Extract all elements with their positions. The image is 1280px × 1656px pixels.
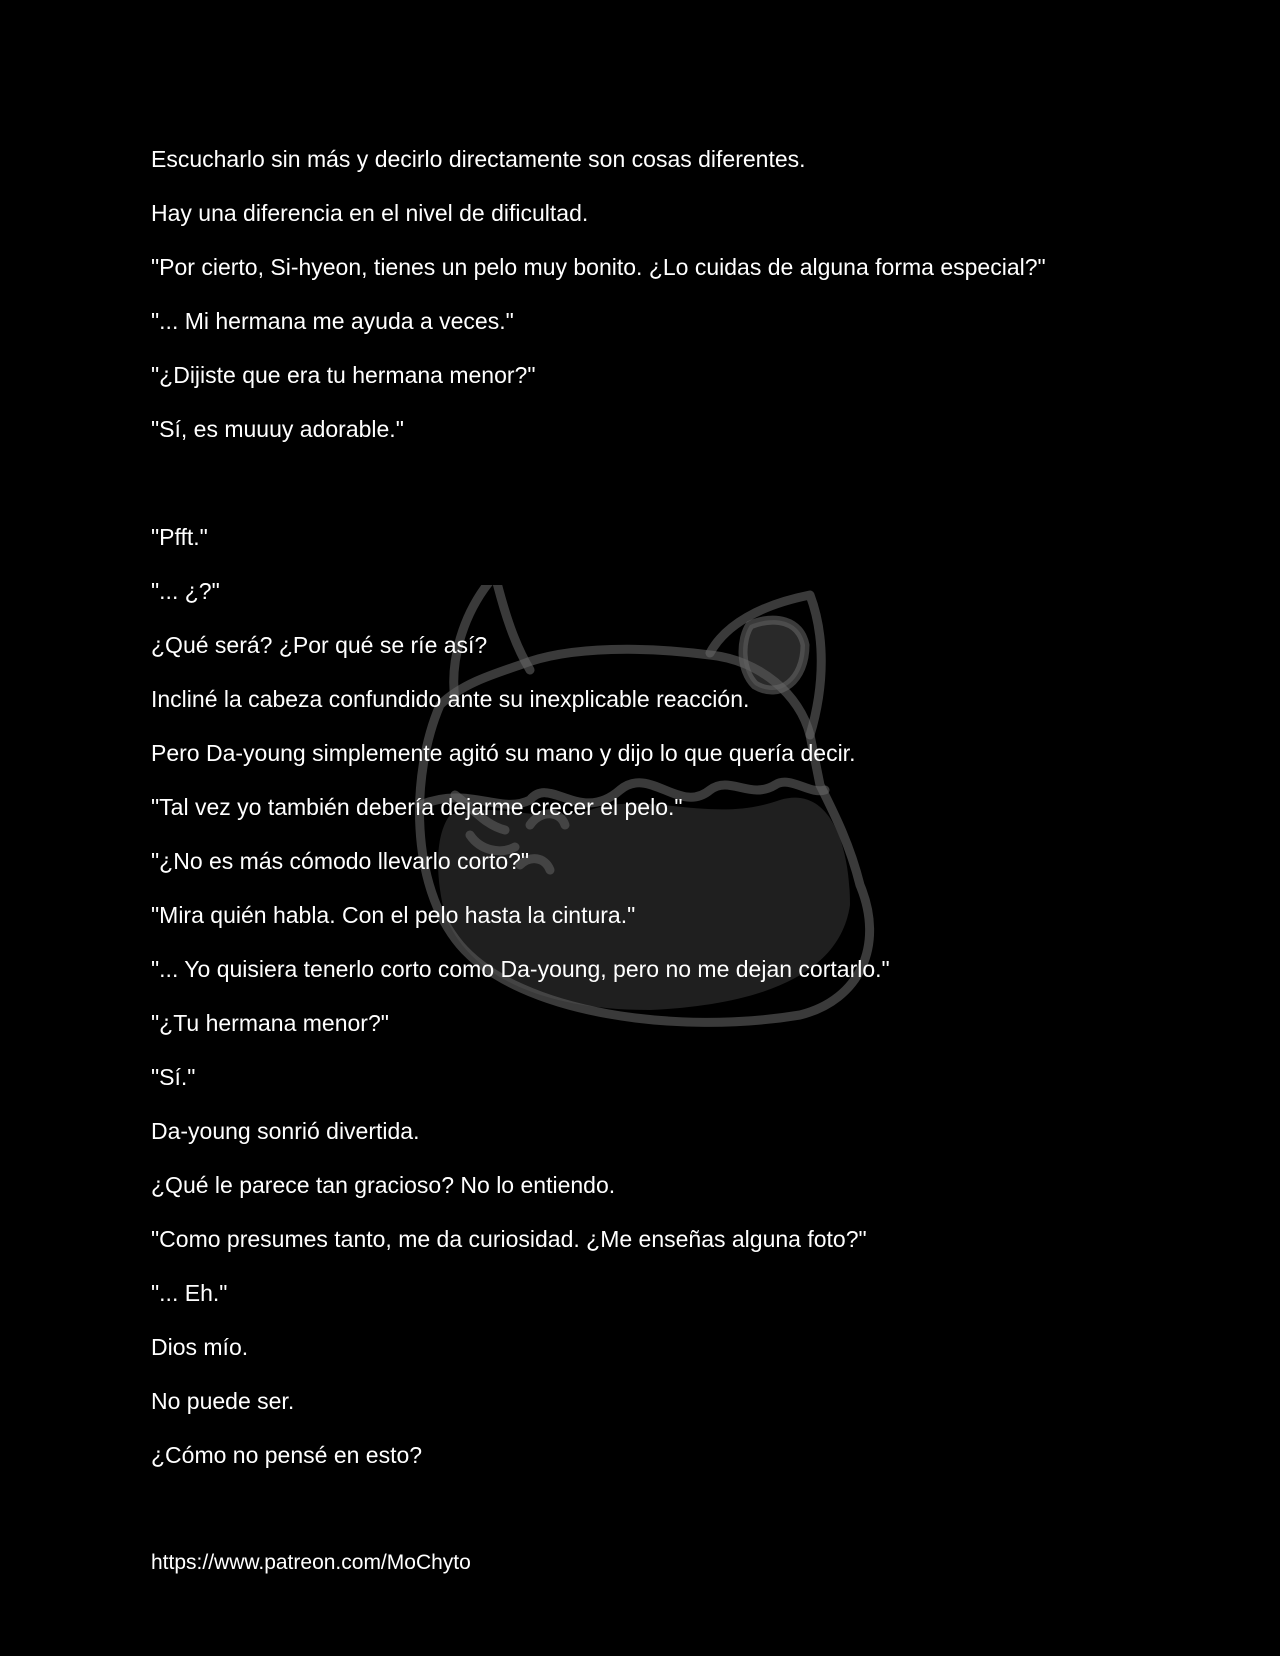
paragraph: "Pfft." — [151, 524, 208, 550]
paragraph: ¿Cómo no pensé en esto? — [151, 1442, 423, 1468]
paragraph: "Sí, es muuuy adorable." — [151, 416, 404, 442]
paragraph: "... Mi hermana me ayuda a veces." — [151, 308, 514, 334]
paragraph: "... Yo quisiera tenerlo corto como Da-young, pero no me dejan cortarlo." — [151, 956, 890, 982]
section-gap — [151, 470, 1211, 524]
paragraph: "Por cierto, Si-hyeon, tienes un pelo muy bonito. ¿Lo cuidas de alguna forma especial?" — [151, 254, 1046, 280]
paragraph: "Tal vez yo también debería dejarme crecer el pelo." — [151, 794, 683, 820]
paragraph: "Sí." — [151, 1064, 196, 1090]
paragraph: ¿Qué le parece tan gracioso? No lo entiendo. — [151, 1172, 616, 1198]
patreon-link[interactable]: https://www.patreon.com/MoChyto — [151, 1551, 471, 1574]
paragraph: Dios mío. — [151, 1334, 249, 1360]
paragraph: "... ¿?" — [151, 578, 220, 604]
paragraph: ¿Qué será? ¿Por qué se ríe así? — [151, 632, 488, 658]
story-text — [151, 146, 1211, 1496]
paragraph: "¿Tu hermana menor?" — [151, 1010, 389, 1036]
paragraph: Pero Da-young simplemente agitó su mano y dijo lo que quería decir. — [151, 740, 856, 766]
paragraph: Escucharlo sin más y decirlo directamente son cosas diferentes. — [151, 146, 806, 172]
paragraph: "Como presumes tanto, me da curiosidad. ¿Me enseñas alguna foto?" — [151, 1226, 867, 1252]
paragraph: Incliné la cabeza confundido ante su inexplicable reacción. — [151, 686, 750, 712]
paragraph: "¿No es más cómodo llevarlo corto?" — [151, 848, 530, 874]
paragraph: "¿Dijiste que era tu hermana menor?" — [151, 362, 536, 388]
paragraph: No puede ser. — [151, 1388, 295, 1414]
paragraph: Da-young sonrió divertida. — [151, 1118, 420, 1144]
paragraph: "Mira quién habla. Con el pelo hasta la cintura." — [151, 902, 636, 928]
paragraph: Hay una diferencia en el nivel de dificultad. — [151, 200, 589, 226]
paragraph: "... Eh." — [151, 1280, 228, 1306]
